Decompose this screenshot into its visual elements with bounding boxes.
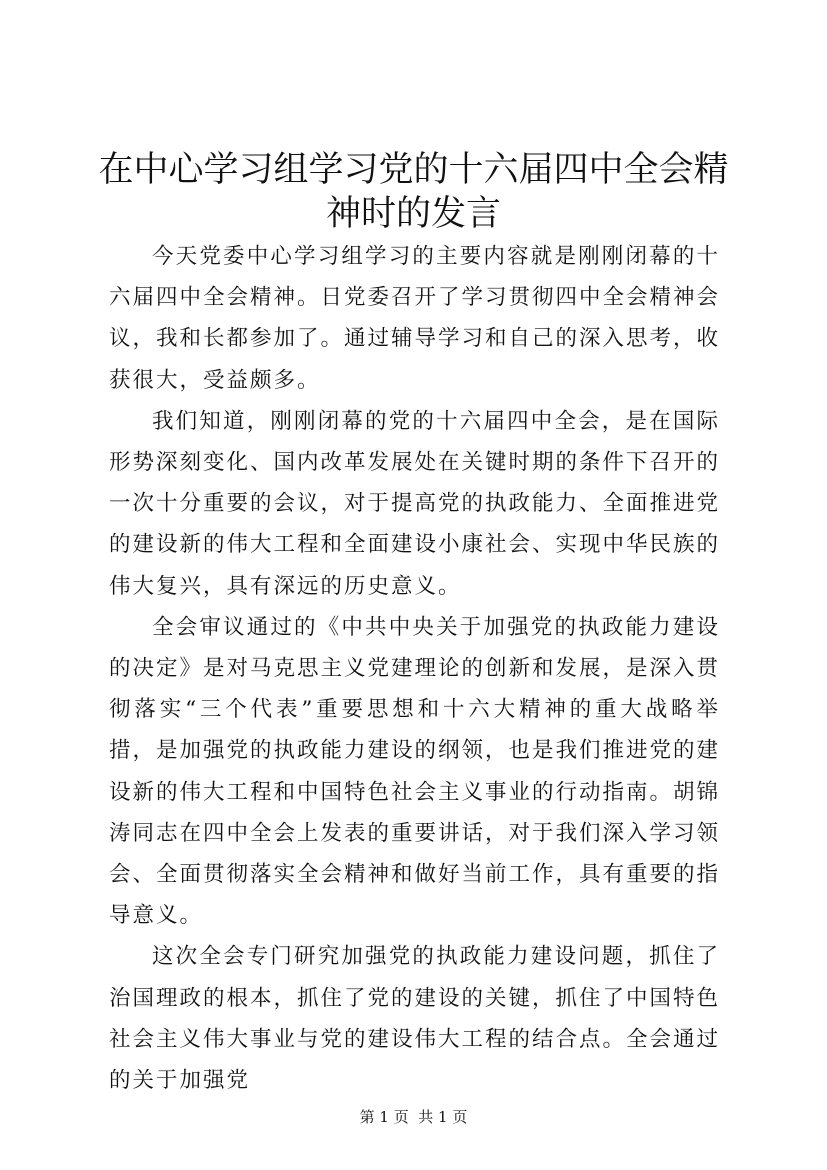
- page-number-label: 第 1 页 共 1 页: [359, 1108, 468, 1126]
- paragraph-4: 这次全会专门研究加强党的执政能力建设问题，抓住了治国理政的根本，抓住了党的建设的关键，抓住了中国特色社会主义伟大事业与党的建设伟大工程的结合点。全会通过的关于加强党: [109, 944, 721, 1094]
- paragraph-2: 我们知道，刚刚闭幕的党的十六届四中全会，是在国际形势深刻变化、国内改革发展处在关键时期的条件下召开的一次十分重要的会议，对于提高党的执政能力、全面推进党的建设新的伟大工程和全面建设小康社会、实现中华民族的伟大复兴，具有深远的历史意义。: [109, 408, 721, 599]
- page-footer: [0, 1107, 827, 1127]
- document-body: [109, 236, 720, 1101]
- paragraph-3: 全会审议通过的《中共中央关于加强党的执政能力建设的决定》是对马克思主义党建理论的创新和发展，是深入贯彻落实“三个代表”重要思想和十六大精神的重大战略举措，是加强党的执政能力建设的纲领，也是我们推进党的建设新的伟大工程和中国特色社会主义事业的行动指南。胡锦涛同志在四中全会上发表的重要讲话，对于我们深入学习领会、全面贯彻落实全会精神和做好当前工作，具有重要的指导意义。: [109, 614, 721, 929]
- document-title: 在中心学习组学习党的十六届四中全会精神时的发言: [98, 150, 729, 234]
- paragraph-1: 今天党委中心学习组学习的主要内容就是刚刚闭幕的十六届四中全会精神。日党委召开了学习贯彻四中全会精神会议，我和长都参加了。通过辅导学习和自己的深入思考，收获很大，受益颇多。: [109, 244, 721, 393]
